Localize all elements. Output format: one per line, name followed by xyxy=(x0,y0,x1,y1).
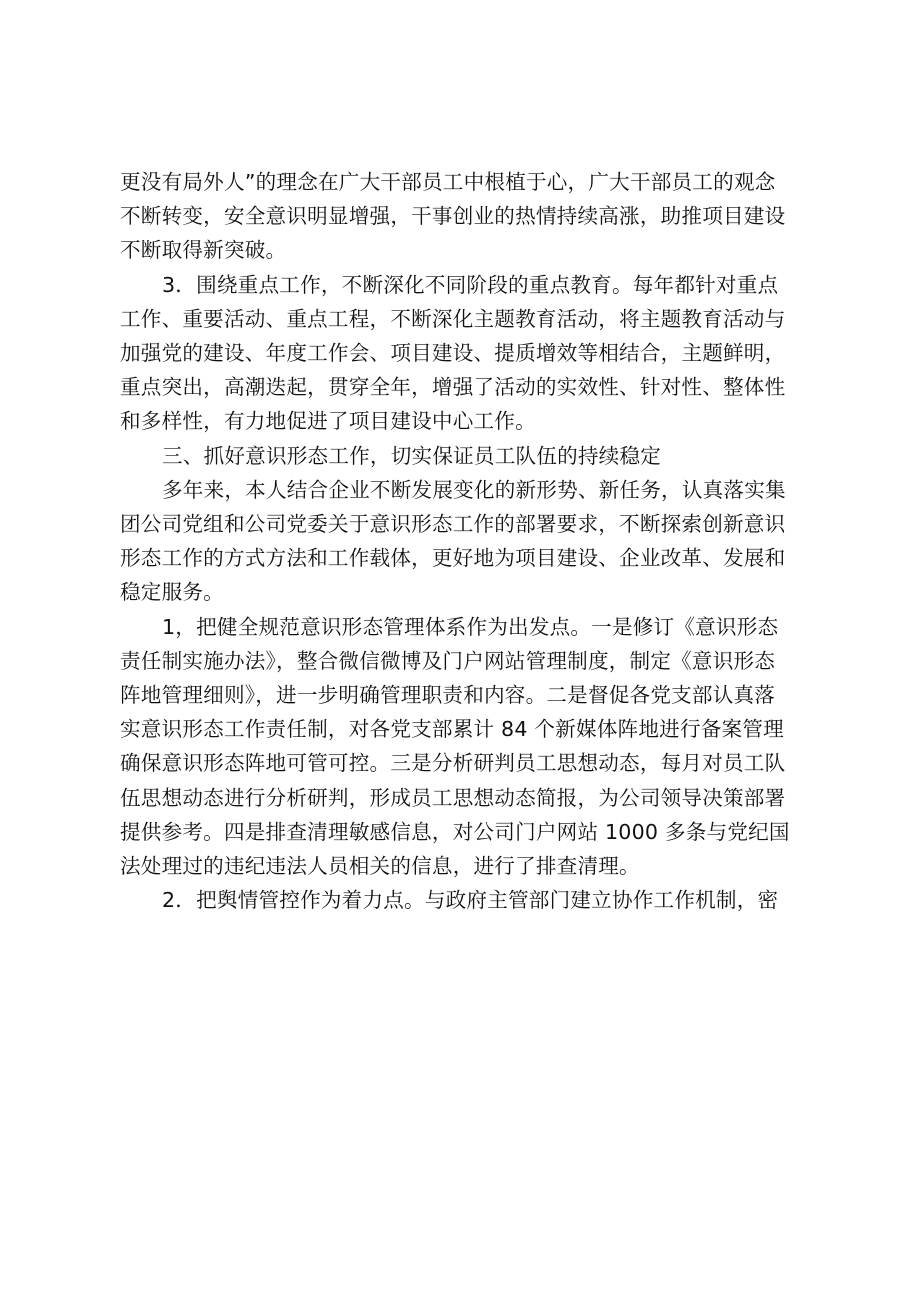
text-line: 团公司党组和公司党委关于意识形态工作的部署要求，不断探索创新意识 xyxy=(120,512,786,537)
text-line: 2．把舆情管控作为着力点。与政府主管部门建立协作工作机制，密 xyxy=(162,888,779,913)
text-line: 形态工作的方式方法和工作载体，更好地为项目建设、企业改革、发展和 xyxy=(120,546,786,571)
text-line: 法处理过的违纪违法人员相关的信息，进行了排查清理。 xyxy=(120,854,640,879)
text-line: 实意识形态工作责任制，对各党支部累计 84 个新媒体阵地进行备案管理 xyxy=(120,717,784,742)
text-line: 阵地管理细则》，进一步明确管理职责和内容。二是督促各党支部认真落 xyxy=(120,683,776,708)
paragraph-2 xyxy=(120,268,810,439)
text-line: 不断转变，安全意识明显增强，干事创业的热情持续高涨，助推项目建设 xyxy=(120,204,786,229)
section-heading xyxy=(120,439,810,473)
paragraph-4 xyxy=(120,610,810,884)
text-line: 提供参考。四是排查清理敏感信息，对公司门户网站 1000 多条与党纪国 xyxy=(120,819,790,844)
paragraph-3 xyxy=(120,473,810,610)
text-line: 多年来，本人结合企业不断发展变化的新形势、新任务，认真落实集 xyxy=(162,477,786,502)
text-line: 加强党的建设、年度工作会、项目建设、提质增效等相结合，主题鲜明， xyxy=(120,341,786,366)
text-line: 重点突出，高潮迭起，贯穿全年，增强了活动的实效性、针对性、整体性 xyxy=(120,375,786,400)
text-line: 不断取得新突破。 xyxy=(120,238,287,263)
text-line: 确保意识形态阵地可管可控。三是分析研判员工思想动态，每月对员工队 xyxy=(120,751,786,776)
text-line: 责任制实施办法》，整合微信微博及门户网站管理制度，制定《意识形态 xyxy=(120,648,776,673)
text-line: 3．围绕重点工作，不断深化不同阶段的重点教育。每年都针对重点 xyxy=(162,272,779,297)
paragraph-1 xyxy=(120,165,810,268)
text-line: 稳定服务。 xyxy=(120,580,224,605)
paragraph-5 xyxy=(120,883,810,917)
heading-line: 三、抓好意识形态工作，切实保证员工队伍的持续稳定 xyxy=(162,443,662,468)
text-line: 和多样性，有力地促进了项目建设中心工作。 xyxy=(120,409,536,434)
text-line: 工作、重要活动、重点工程，不断深化主题教育活动，将主题教育活动与 xyxy=(120,306,786,331)
document-body xyxy=(120,165,810,917)
text-line: 1，把健全规范意识形态管理体系作为出发点。一是修订《意识形态 xyxy=(162,614,779,639)
text-line: 更没有局外人”的理念在广大干部员工中根植于心，广大干部员工的观念 xyxy=(120,170,776,194)
text-line: 伍思想动态进行分析研判，形成员工思想动态简报，为公司领导决策部署 xyxy=(120,785,786,810)
